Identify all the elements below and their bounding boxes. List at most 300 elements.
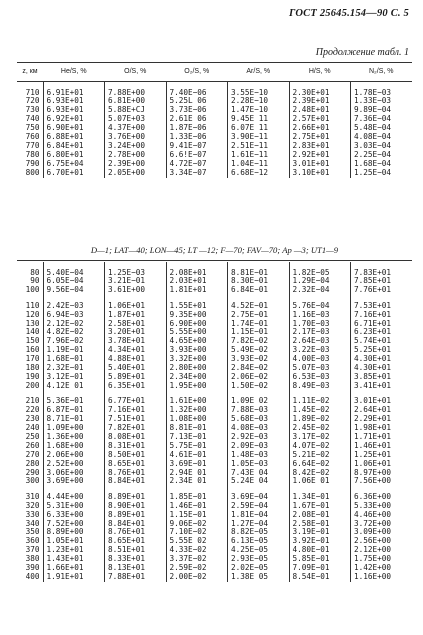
table-cell: 1.25E+01 bbox=[351, 451, 413, 460]
table-cell: 2.94E 01 bbox=[166, 469, 228, 478]
table-cell: 3.03E−04 bbox=[351, 142, 413, 151]
table-cell: 370 bbox=[25, 546, 40, 555]
table-cell: 360 bbox=[25, 537, 40, 546]
table-row bbox=[17, 528, 412, 537]
table-cell: 6.94E−03 bbox=[43, 311, 105, 320]
table-cell: 3.12E−01 bbox=[43, 373, 105, 382]
table-cell: 8.81E−01 bbox=[166, 424, 228, 433]
table-cell: 200 bbox=[25, 381, 40, 390]
table-cell: 3.78E+01 bbox=[105, 337, 167, 346]
table-row bbox=[17, 493, 412, 502]
table-cell: 710 bbox=[25, 88, 40, 97]
table-cell: 2.57E+01 bbox=[289, 115, 351, 124]
table-row bbox=[17, 451, 412, 460]
table-cell: 7.16E+01 bbox=[105, 406, 167, 415]
table-cell: 2.93E−05 bbox=[228, 555, 290, 564]
table-cell: 7.13E−01 bbox=[166, 433, 228, 442]
table-cell: 110 bbox=[25, 301, 40, 310]
table-cell: 2.61E 06 bbox=[166, 115, 228, 124]
table-row bbox=[17, 546, 412, 555]
table-row bbox=[17, 502, 412, 511]
table-cell: 100 bbox=[25, 286, 40, 295]
table-cell: 8.13E+01 bbox=[105, 564, 167, 573]
table-cell: 1.42E+00 bbox=[351, 564, 413, 573]
table-row bbox=[17, 424, 412, 433]
conditions-line: D—1; LAT—40; LON—45; LT —12; F—70; FAV—70; Ap —3; UT1—9 bbox=[90, 245, 339, 255]
table-cell: 2.84E−02 bbox=[228, 364, 290, 373]
table-cell: 1.61E+00 bbox=[166, 397, 228, 406]
table-row bbox=[17, 564, 412, 573]
table-cell: 230 bbox=[25, 415, 40, 424]
table-cell: 3.32E+00 bbox=[166, 355, 228, 364]
table-cell: 1.89E−02 bbox=[289, 415, 351, 424]
table-cell: 5.74E+01 bbox=[351, 337, 413, 346]
table-cell: 2.25E−04 bbox=[351, 151, 413, 160]
table-cell: 4.65E+00 bbox=[166, 337, 228, 346]
table-cell: 5.48E−04 bbox=[351, 124, 413, 133]
table-cell: 3.21E−01 bbox=[105, 277, 167, 286]
table-cell: 6.75E+04 bbox=[43, 160, 105, 169]
table-cell: 2.02E−05 bbox=[228, 564, 290, 573]
table-row bbox=[17, 269, 412, 278]
table-cell: 1.55E+01 bbox=[166, 302, 228, 311]
table-cell: 2.12E+00 bbox=[351, 546, 413, 555]
table-cell: 4.44E+00 bbox=[43, 493, 105, 502]
table-row bbox=[17, 302, 412, 311]
table-cell: 180 bbox=[25, 364, 40, 373]
column-header: H/S, % bbox=[289, 63, 351, 82]
table-cell: 1.05E−03 bbox=[228, 460, 290, 469]
table-cell: 2.08E+01 bbox=[166, 269, 228, 278]
table-cell: 8.81E−01 bbox=[228, 269, 290, 278]
table-cell: 6.80E+01 bbox=[43, 151, 105, 160]
table-cell: 6.90E+00 bbox=[166, 320, 228, 329]
table-cell: 6.64E−02 bbox=[289, 460, 351, 469]
table-row bbox=[17, 337, 412, 346]
table-cell: 790 bbox=[25, 159, 40, 168]
table-cell: 8.31E+01 bbox=[105, 442, 167, 451]
table-row bbox=[17, 382, 412, 391]
table-cell: 150 bbox=[25, 337, 40, 346]
table-cell: 6.93E+01 bbox=[43, 97, 105, 106]
table-cell: 1.36E+00 bbox=[43, 433, 105, 442]
table-cell: 2.32E−01 bbox=[43, 364, 105, 373]
table-row bbox=[17, 89, 412, 98]
table-cell: 1.09E 02 bbox=[228, 397, 290, 406]
table-cell: 2.48E+01 bbox=[289, 106, 351, 115]
table-cell: 3.10E+01 bbox=[289, 169, 351, 178]
table-cell: 6.92E+01 bbox=[43, 115, 105, 124]
table-cell: 4.07E−02 bbox=[289, 442, 351, 451]
table-cell: 8.33E+01 bbox=[105, 555, 167, 564]
table-cell: 5.55E 02 bbox=[166, 537, 228, 546]
table-cell: 3.22E−03 bbox=[289, 346, 351, 355]
table-cell: 4.00E−03 bbox=[289, 355, 351, 364]
table-cell: 3.73E−06 bbox=[166, 106, 228, 115]
table-cell: 6.36E+00 bbox=[351, 493, 413, 502]
table-row bbox=[17, 151, 412, 160]
table-cell: 5.85E−01 bbox=[289, 555, 351, 564]
table-cell: 1.23E+01 bbox=[43, 546, 105, 555]
table-cell: 1.46E+01 bbox=[351, 442, 413, 451]
table-cell: 4.46E+00 bbox=[351, 511, 413, 520]
table-body bbox=[17, 82, 412, 178]
table-cell: 6.35E+01 bbox=[105, 382, 167, 391]
table-cell: 2.80E+00 bbox=[166, 364, 228, 373]
table-row bbox=[17, 124, 412, 133]
table-row bbox=[17, 328, 412, 337]
table-cell: 1.29E−04 bbox=[289, 277, 351, 286]
table-cell: 4.12E 01 bbox=[43, 382, 105, 391]
table-row bbox=[17, 133, 412, 142]
table-cell: 4.72E−07 bbox=[166, 160, 228, 169]
table-cell: 3.69E+00 bbox=[43, 477, 105, 486]
table-cell: 7.56E+00 bbox=[351, 477, 413, 486]
table-cell: 8.97E+00 bbox=[351, 469, 413, 478]
table-row bbox=[17, 320, 412, 329]
table-cell: 3.72E+00 bbox=[351, 520, 413, 529]
table-cell: 1.05E+01 bbox=[43, 537, 105, 546]
table-cell: 1.38E 05 bbox=[228, 573, 290, 582]
table-cell: 5.89E+01 bbox=[105, 373, 167, 382]
table-cell: 1.85E−01 bbox=[166, 493, 228, 502]
table-cell: 3.01E+01 bbox=[351, 397, 413, 406]
table-cell: 6.13E−05 bbox=[228, 537, 290, 546]
table-cell: 1.70E−03 bbox=[289, 320, 351, 329]
table-cell: 2.34E 01 bbox=[166, 477, 228, 486]
table-cell: 220 bbox=[25, 406, 40, 415]
table-cell: 1.06E 01 bbox=[289, 477, 351, 486]
table-cell: 5.07E−03 bbox=[289, 364, 351, 373]
table-cell: 6.93E+01 bbox=[43, 106, 105, 115]
standard-number: ГОСТ 25645.154—90 bbox=[289, 8, 388, 19]
table-cell: 7.36E−04 bbox=[351, 115, 413, 124]
table-cell: 350 bbox=[25, 528, 40, 537]
table-cell: 1.06E+01 bbox=[351, 460, 413, 469]
table-cell: 1.87E+01 bbox=[105, 311, 167, 320]
column-header: O/S, % bbox=[105, 63, 167, 82]
table-row bbox=[17, 573, 412, 582]
table-row bbox=[17, 142, 412, 151]
table-cell: 90 bbox=[30, 277, 40, 286]
table-cell: 1.61E−11 bbox=[228, 151, 290, 160]
table-cell: 380 bbox=[25, 555, 40, 564]
table-cell: 5.33E+00 bbox=[351, 502, 413, 511]
table-cell: 5.40E−04 bbox=[43, 269, 105, 278]
table-cell: 3.93E+00 bbox=[166, 346, 228, 355]
table-cell: 1.68E−04 bbox=[351, 160, 413, 169]
table-cell: 3.92E−01 bbox=[289, 537, 351, 546]
table-cell: 1.66E+01 bbox=[43, 564, 105, 573]
table-cell: 5.49E−02 bbox=[228, 346, 290, 355]
table-cell: 6.84E−01 bbox=[228, 286, 290, 295]
table-cell: 3.85E+01 bbox=[351, 373, 413, 382]
table-cell: 2.45E−02 bbox=[289, 424, 351, 433]
table-cell: 8.90E+01 bbox=[105, 502, 167, 511]
table-cell: 7.10E−02 bbox=[166, 528, 228, 537]
table-cell: 8.76E+01 bbox=[105, 469, 167, 478]
table-row bbox=[17, 477, 412, 486]
table-cell: 7.82E−02 bbox=[228, 337, 290, 346]
table-row bbox=[17, 442, 412, 451]
table-cell: 720 bbox=[25, 97, 40, 106]
running-header bbox=[289, 8, 409, 19]
table-cell: 2.06E−02 bbox=[228, 373, 290, 382]
table-cell: 8.51E+01 bbox=[105, 546, 167, 555]
table-cell: 2.75E−01 bbox=[228, 311, 290, 320]
table-cell: 2.64E−03 bbox=[289, 337, 351, 346]
table-cell: 250 bbox=[25, 432, 40, 441]
table-cell: 2.64E+01 bbox=[351, 406, 413, 415]
table-cell: 2.52E+00 bbox=[43, 460, 105, 469]
table-cell: 190 bbox=[25, 372, 40, 381]
table-cell: 1.95E+00 bbox=[166, 382, 228, 391]
column-header: He/S, % bbox=[43, 63, 105, 82]
table-cell: 5.55E+00 bbox=[166, 328, 228, 337]
table-cell: 2.08E−01 bbox=[289, 511, 351, 520]
table-cell: 6.71E+01 bbox=[351, 320, 413, 329]
table-cell: 6.07E 11 bbox=[228, 124, 290, 133]
table-cell: 1.09E+00 bbox=[43, 424, 105, 433]
table-row bbox=[17, 277, 412, 286]
table-cell: 300 bbox=[25, 477, 40, 486]
table-cell: 4.08E−04 bbox=[351, 133, 413, 142]
table-cell: 9.41E−07 bbox=[166, 142, 228, 151]
table-cell: 6.88E+01 bbox=[43, 133, 105, 142]
table-cell: 2.28E−10 bbox=[228, 97, 290, 106]
table-cell: 8.89E+01 bbox=[105, 493, 167, 502]
table-row bbox=[17, 433, 412, 442]
table-row bbox=[17, 160, 412, 169]
table-cell: 8.82E−05 bbox=[228, 528, 290, 537]
table-cell: 1.33E−06 bbox=[166, 133, 228, 142]
table-cell: 770 bbox=[25, 141, 40, 150]
table-cell: 1.82E−05 bbox=[289, 269, 351, 278]
group-spacer bbox=[17, 82, 412, 89]
table-cell: 2.34E+00 bbox=[166, 373, 228, 382]
table-cell: 2.56E+00 bbox=[351, 537, 413, 546]
table-cell: 1.27E−04 bbox=[228, 520, 290, 529]
table-cell: 7.40E−06 bbox=[166, 89, 228, 98]
table-cell: 1.50E−02 bbox=[228, 382, 290, 391]
table-cell: 2.32E−04 bbox=[289, 286, 351, 295]
table-cell: 6.84E+01 bbox=[43, 142, 105, 151]
table-cell: 7.82E+01 bbox=[105, 424, 167, 433]
table-cell: 1.33E−03 bbox=[351, 97, 413, 106]
table-cell: 140 bbox=[25, 328, 40, 337]
table-cell: 2.39E+01 bbox=[289, 97, 351, 106]
table-cell: 9.45E 11 bbox=[228, 115, 290, 124]
table-cell: 7.88E−03 bbox=[228, 406, 290, 415]
table-continuation-caption: Продолжение табл. 1 bbox=[315, 47, 409, 58]
table-cell: 8.42E−02 bbox=[289, 469, 351, 478]
table-cell: 760 bbox=[25, 133, 40, 142]
table-cell: 9.89E−04 bbox=[351, 106, 413, 115]
table-cell: 320 bbox=[25, 501, 40, 510]
table-cell: 6.70E+01 bbox=[43, 169, 105, 178]
table-row bbox=[17, 355, 412, 364]
table-cell: 4.25E−05 bbox=[228, 546, 290, 555]
table-cell: 730 bbox=[25, 106, 40, 115]
table-cell: 270 bbox=[25, 450, 40, 459]
table-row bbox=[17, 555, 412, 564]
data-table-lower bbox=[17, 262, 412, 582]
table-cell: 6.05E−04 bbox=[43, 277, 105, 286]
table-cell: 6.90E+01 bbox=[43, 124, 105, 133]
table-cell: 2.59E−02 bbox=[166, 564, 228, 573]
table-cell: 2.92E−03 bbox=[228, 433, 290, 442]
table-cell: 4.88E+01 bbox=[105, 355, 167, 364]
table-cell: 340 bbox=[25, 519, 40, 528]
table-cell: 2.58E−01 bbox=[289, 520, 351, 529]
table-cell: 6.87E−01 bbox=[43, 406, 105, 415]
table-cell: 2.59E−04 bbox=[228, 502, 290, 511]
table-cell: 1.46E−01 bbox=[166, 502, 228, 511]
table-cell: 4.34E+01 bbox=[105, 346, 167, 355]
table-header-row bbox=[17, 63, 412, 82]
table-cell: 4.08E−03 bbox=[228, 424, 290, 433]
table-cell: 2.92E+01 bbox=[289, 151, 351, 160]
table-cell: 7.43E 04 bbox=[228, 469, 290, 478]
table-cell: 1.16E−03 bbox=[289, 311, 351, 320]
table-cell: 5.36E−01 bbox=[43, 397, 105, 406]
table-cell: 5.76E−04 bbox=[289, 302, 351, 311]
table-cell: 6.33E+00 bbox=[43, 511, 105, 520]
table-cell: 2.17E−03 bbox=[289, 328, 351, 337]
table-cell: 1.68E+00 bbox=[43, 442, 105, 451]
table-cell: 1.32E+00 bbox=[166, 406, 228, 415]
table-row bbox=[17, 397, 412, 406]
table-cell: 4.61E−01 bbox=[166, 451, 228, 460]
table-cell: 6.53E−03 bbox=[289, 373, 351, 382]
table-cell: 1.04E−11 bbox=[228, 160, 290, 169]
table-cell: 5.24E 04 bbox=[228, 477, 290, 486]
table-cell: 1.87E−06 bbox=[166, 124, 228, 133]
table-cell: 3.19E−01 bbox=[289, 528, 351, 537]
table-cell: 1.16E+00 bbox=[351, 573, 413, 582]
table-cell: 1.81E+01 bbox=[166, 286, 228, 295]
table-cell: 2.12E−02 bbox=[43, 320, 105, 329]
table-cell: 120 bbox=[25, 310, 40, 319]
table-cell: 1.34E−01 bbox=[289, 493, 351, 502]
table-cell: 5.07E+03 bbox=[105, 115, 167, 124]
table-cell: 780 bbox=[25, 150, 40, 159]
table-cell: 8.50E+01 bbox=[105, 451, 167, 460]
table-row bbox=[17, 537, 412, 546]
table-cell: 7.51E+01 bbox=[105, 415, 167, 424]
column-header: z, км bbox=[17, 63, 43, 82]
table-cell: 7.52E+00 bbox=[43, 520, 105, 529]
data-table-upper bbox=[17, 62, 412, 178]
table-cell: 4.52E−01 bbox=[228, 302, 290, 311]
table-row bbox=[17, 520, 412, 529]
table-row bbox=[17, 115, 412, 124]
table-cell: 6.91E+01 bbox=[43, 89, 105, 98]
table-cell: 1.45E−02 bbox=[289, 406, 351, 415]
table-cell: 1.47E−10 bbox=[228, 106, 290, 115]
table-cell: 3.76E+00 bbox=[105, 133, 167, 142]
table-cell: 3.61E+00 bbox=[105, 286, 167, 295]
table-cell: 2.58E+01 bbox=[105, 320, 167, 329]
table-cell: 330 bbox=[25, 510, 40, 519]
table-cell: 160 bbox=[25, 346, 40, 355]
table-cell: 3.24E+00 bbox=[105, 142, 167, 151]
table-row bbox=[17, 169, 412, 178]
table-cell: 2.06E+00 bbox=[43, 451, 105, 460]
table-row bbox=[17, 415, 412, 424]
table-cell: 8.71E−01 bbox=[43, 415, 105, 424]
table-cell: 290 bbox=[25, 468, 40, 477]
table-cell: 3.90E−11 bbox=[228, 133, 290, 142]
table-cell: 130 bbox=[25, 319, 40, 328]
column-header: O₂/S, % bbox=[166, 63, 228, 82]
table-cell: 5.31E+00 bbox=[43, 502, 105, 511]
table-cell: 2.09E−03 bbox=[228, 442, 290, 451]
table-cell: 1.91E+01 bbox=[43, 573, 105, 582]
table-cell: 7.88E+00 bbox=[105, 89, 167, 98]
table-row bbox=[17, 311, 412, 320]
table-cell: 8.54E−01 bbox=[289, 573, 351, 582]
table-cell: 8.30E−01 bbox=[228, 277, 290, 286]
table-cell: 5.25L 06 bbox=[166, 97, 228, 106]
table-cell: 2.66E+01 bbox=[289, 124, 351, 133]
table-cell: 8.89E+01 bbox=[105, 511, 167, 520]
table-cell: 6.81E+00 bbox=[105, 97, 167, 106]
table-row bbox=[17, 511, 412, 520]
table-cell: 1.48E−03 bbox=[228, 451, 290, 460]
table-cell: 2.29E+01 bbox=[351, 415, 413, 424]
table-cell: 8.76E+01 bbox=[105, 528, 167, 537]
table-cell: 1.98E+01 bbox=[351, 424, 413, 433]
table-cell: 6.77E+01 bbox=[105, 397, 167, 406]
table-cell: 9.35E+00 bbox=[166, 311, 228, 320]
table-cell: 3.93E−02 bbox=[228, 355, 290, 364]
table-cell: 5.21E−02 bbox=[289, 451, 351, 460]
table-cell: 8.84E+01 bbox=[105, 477, 167, 486]
table-cell: 4.80E−01 bbox=[289, 546, 351, 555]
table-cell: 7.16E+01 bbox=[351, 311, 413, 320]
table-cell: 5.40E+01 bbox=[105, 364, 167, 373]
table-cell: 6.68E−12 bbox=[228, 169, 290, 178]
table-cell: 2.83E+01 bbox=[289, 142, 351, 151]
rule-top bbox=[17, 260, 412, 261]
table-cell: 1.11E−02 bbox=[289, 397, 351, 406]
table-row bbox=[17, 286, 412, 295]
page-number: С. 5 bbox=[390, 8, 409, 19]
table-cell: 4.33E−02 bbox=[166, 546, 228, 555]
table-cell: 2.42E−03 bbox=[43, 302, 105, 311]
table-cell: 390 bbox=[25, 564, 40, 573]
table-cell: 3.41E+01 bbox=[351, 382, 413, 391]
table-cell: 4.82E−02 bbox=[43, 328, 105, 337]
table-cell: 2.05E+00 bbox=[105, 169, 167, 178]
table-cell: 750 bbox=[25, 124, 40, 133]
table-row bbox=[17, 97, 412, 106]
table-cell: 7.09E−01 bbox=[289, 564, 351, 573]
table-cell: 310 bbox=[25, 492, 40, 501]
table-cell: 5.88E+CJ bbox=[105, 106, 167, 115]
table-row bbox=[17, 106, 412, 115]
table-cell: 1.25E−03 bbox=[105, 269, 167, 278]
table-cell: 3.20E+01 bbox=[105, 328, 167, 337]
table-cell: 7.88E+01 bbox=[105, 573, 167, 582]
table-cell: 6.23E+01 bbox=[351, 328, 413, 337]
table-cell: 2.51E−11 bbox=[228, 142, 290, 151]
table-cell: 1.74E−01 bbox=[228, 320, 290, 329]
table-cell: 1.25E−04 bbox=[351, 169, 413, 178]
table-row bbox=[17, 373, 412, 382]
table-cell: 7.96E−02 bbox=[43, 337, 105, 346]
